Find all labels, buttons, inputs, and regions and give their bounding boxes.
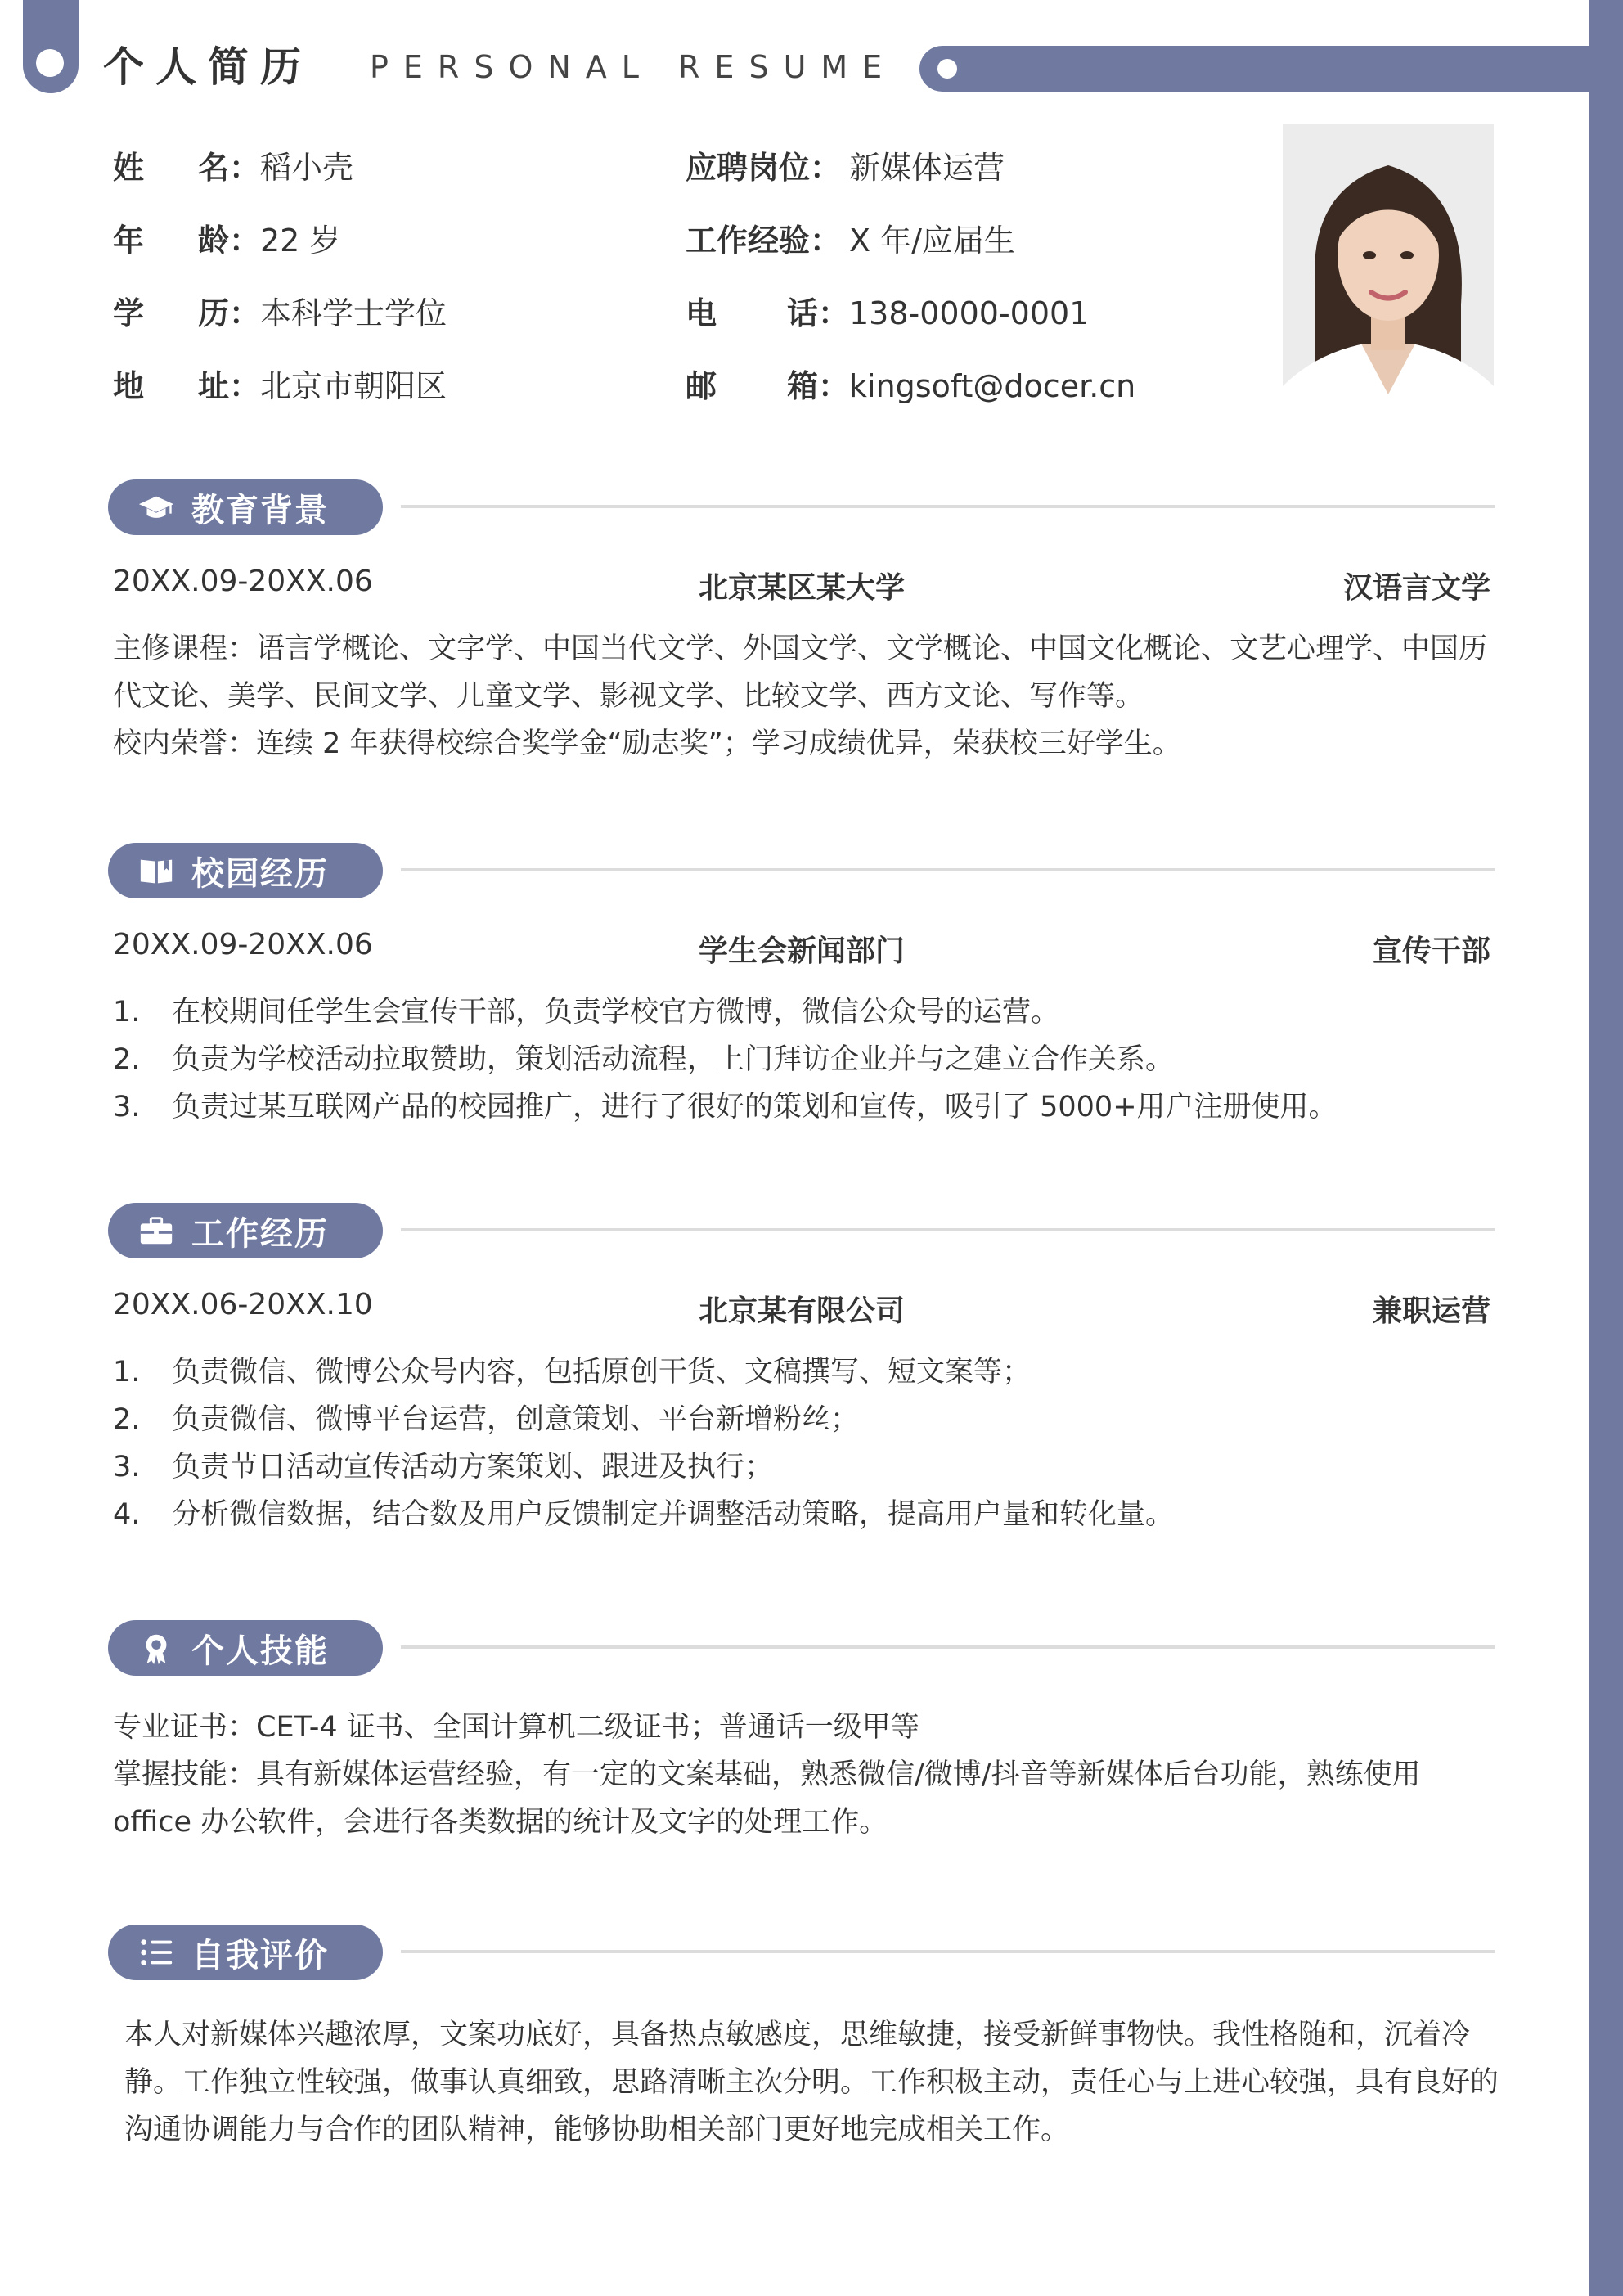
open-book-icon [137,852,175,889]
section-divider [401,505,1495,508]
section-divider [401,1645,1495,1649]
right-accent-bar [1589,0,1623,2296]
info-address-value: 北京市朝阳区 [260,368,447,404]
work-entry [113,1288,1490,1330]
info-email-value: kingsoft@docer.cn [849,368,1136,404]
info-name-label: 姓 名： [113,150,260,186]
info-email-label: 邮 箱： [686,368,849,404]
profile-photo [1283,124,1494,419]
list-item: 2. 负责为学校活动拉取赞助，策划活动流程，上门拜访企业并与之建立合作关系。 [113,1043,1175,1076]
education-honors: 校内荣誉：连续 2 年获得校综合奖学金“励志奖”；学习成绩优异，荣获校三好学生。 [113,727,1181,760]
list-icon [137,1934,175,1971]
section-title-campus: 校园经历 [191,854,329,893]
briefcase-icon [137,1212,175,1249]
list-item: 1. 在校期间任学生会宣传干部，负责学校官方微博，微信公众号的运营。 [113,996,1060,1029]
section-divider [401,1228,1495,1231]
education-entry [113,565,1490,606]
skills-certificates: 专业证书：CET-4 证书、全国计算机二级证书；普通话一级甲等 [113,1711,919,1744]
section-header-education [108,479,383,535]
list-item: 4. 分析微信数据，结合数及用户反馈制定并调整活动策略，提高用户量和转化量。 [113,1498,1175,1531]
campus-org: 学生会新闻部门 [698,934,905,968]
education-major: 汉语言文学 [1342,571,1490,605]
section-title-work: 工作经历 [191,1214,329,1253]
section-divider [401,1950,1495,1953]
info-age-value: 22 岁 [260,223,341,259]
award-badge-icon [137,1629,175,1667]
info-address-label: 地 址： [113,368,260,404]
list-item: 1. 负责微信、微博公众号内容，包括原创干货、文稿撰写、短文案等； [113,1356,1032,1389]
info-position-value: 新媒体运营 [849,150,1005,186]
left-tab-dot [36,49,64,77]
list-item: 3. 负责过某互联网产品的校园推广，进行了很好的策划和宣传，吸引了 5000+用户注册使用。 [113,1091,1338,1123]
education-school: 北京某区某大学 [698,571,905,605]
info-phone-value: 138-0000-0001 [849,295,1090,331]
info-education-label: 学 历： [113,295,260,331]
info-email-row [686,366,1135,407]
info-position-row [686,147,1005,188]
left-accent-tab [23,0,79,93]
work-company: 北京某有限公司 [698,1294,905,1328]
info-address-row [113,366,447,407]
section-header-campus [108,843,383,898]
header-pill-dot [937,59,957,79]
info-phone-label: 电 话： [686,295,849,331]
resume-title-english: PERSONAL RESUME [370,49,897,85]
info-education-row [113,293,447,334]
info-age-row [113,220,340,261]
section-header-work [108,1203,383,1258]
info-phone-row [686,293,1089,334]
info-name-row [113,147,353,188]
campus-role: 宣传干部 [1372,934,1490,968]
info-experience-value: X 年/应届生 [849,223,1015,259]
education-courses: 主修课程：语言学概论、文字学、中国当代文学、外国文学、文学概论、中国文化概论、文艺心理学、中国历代文论、美学、民间文学、儿童文学、影视文学、比较文学、西方文论、写作等。 [113,633,1488,713]
list-item: 3. 负责节日活动宣传活动方案策划、跟进及执行； [113,1451,774,1483]
section-title-evaluation: 自我评价 [191,1936,329,1974]
campus-period: 20XX.09-20XX.06 [113,928,373,961]
info-name-value: 稻小壳 [260,150,354,186]
header-accent-pill [919,46,1623,92]
info-position-label: 应聘岗位： [686,150,842,186]
work-role: 兼职运营 [1372,1294,1490,1328]
info-education-value: 本科学士学位 [260,295,447,331]
work-period: 20XX.06-20XX.10 [113,1288,373,1321]
section-title-skills: 个人技能 [191,1632,329,1670]
campus-entry [113,928,1490,970]
section-divider [401,868,1495,871]
info-experience-label: 工作经验： [686,223,842,259]
section-header-skills [108,1620,383,1676]
resume-title: 个人简历 [103,43,312,91]
list-item: 2. 负责微信、微博平台运营，创意策划、平台新增粉丝； [113,1403,860,1436]
info-age-label: 年 龄： [113,223,260,259]
graduation-cap-icon [137,488,175,526]
section-header-evaluation [108,1925,383,1980]
info-experience-row [686,220,1015,261]
self-evaluation-text: 本人对新媒体兴趣浓厚，文案功底好，具备热点敏感度，思维敏捷，接受新鲜事物快。我性格随和，沉着冷静。工作独立性较强，做事认真细致，思路清晰主次分明。工作积极主动，责任心与上进心较强，具有良好的沟通协调能力与合作的团队精神，能够协助相关部门更好地完成相关工作。 [124,2019,1499,2146]
skills-abilities: 掌握技能：具有新媒体运营经验，有一定的文案基础，熟悉微信/微博/抖音等新媒体后台功能，熟练使用 office 办公软件，会进行各类数据的统计及文字的处理工作。 [113,1758,1421,1839]
section-title-education: 教育背景 [191,491,329,529]
education-period: 20XX.09-20XX.06 [113,565,373,598]
